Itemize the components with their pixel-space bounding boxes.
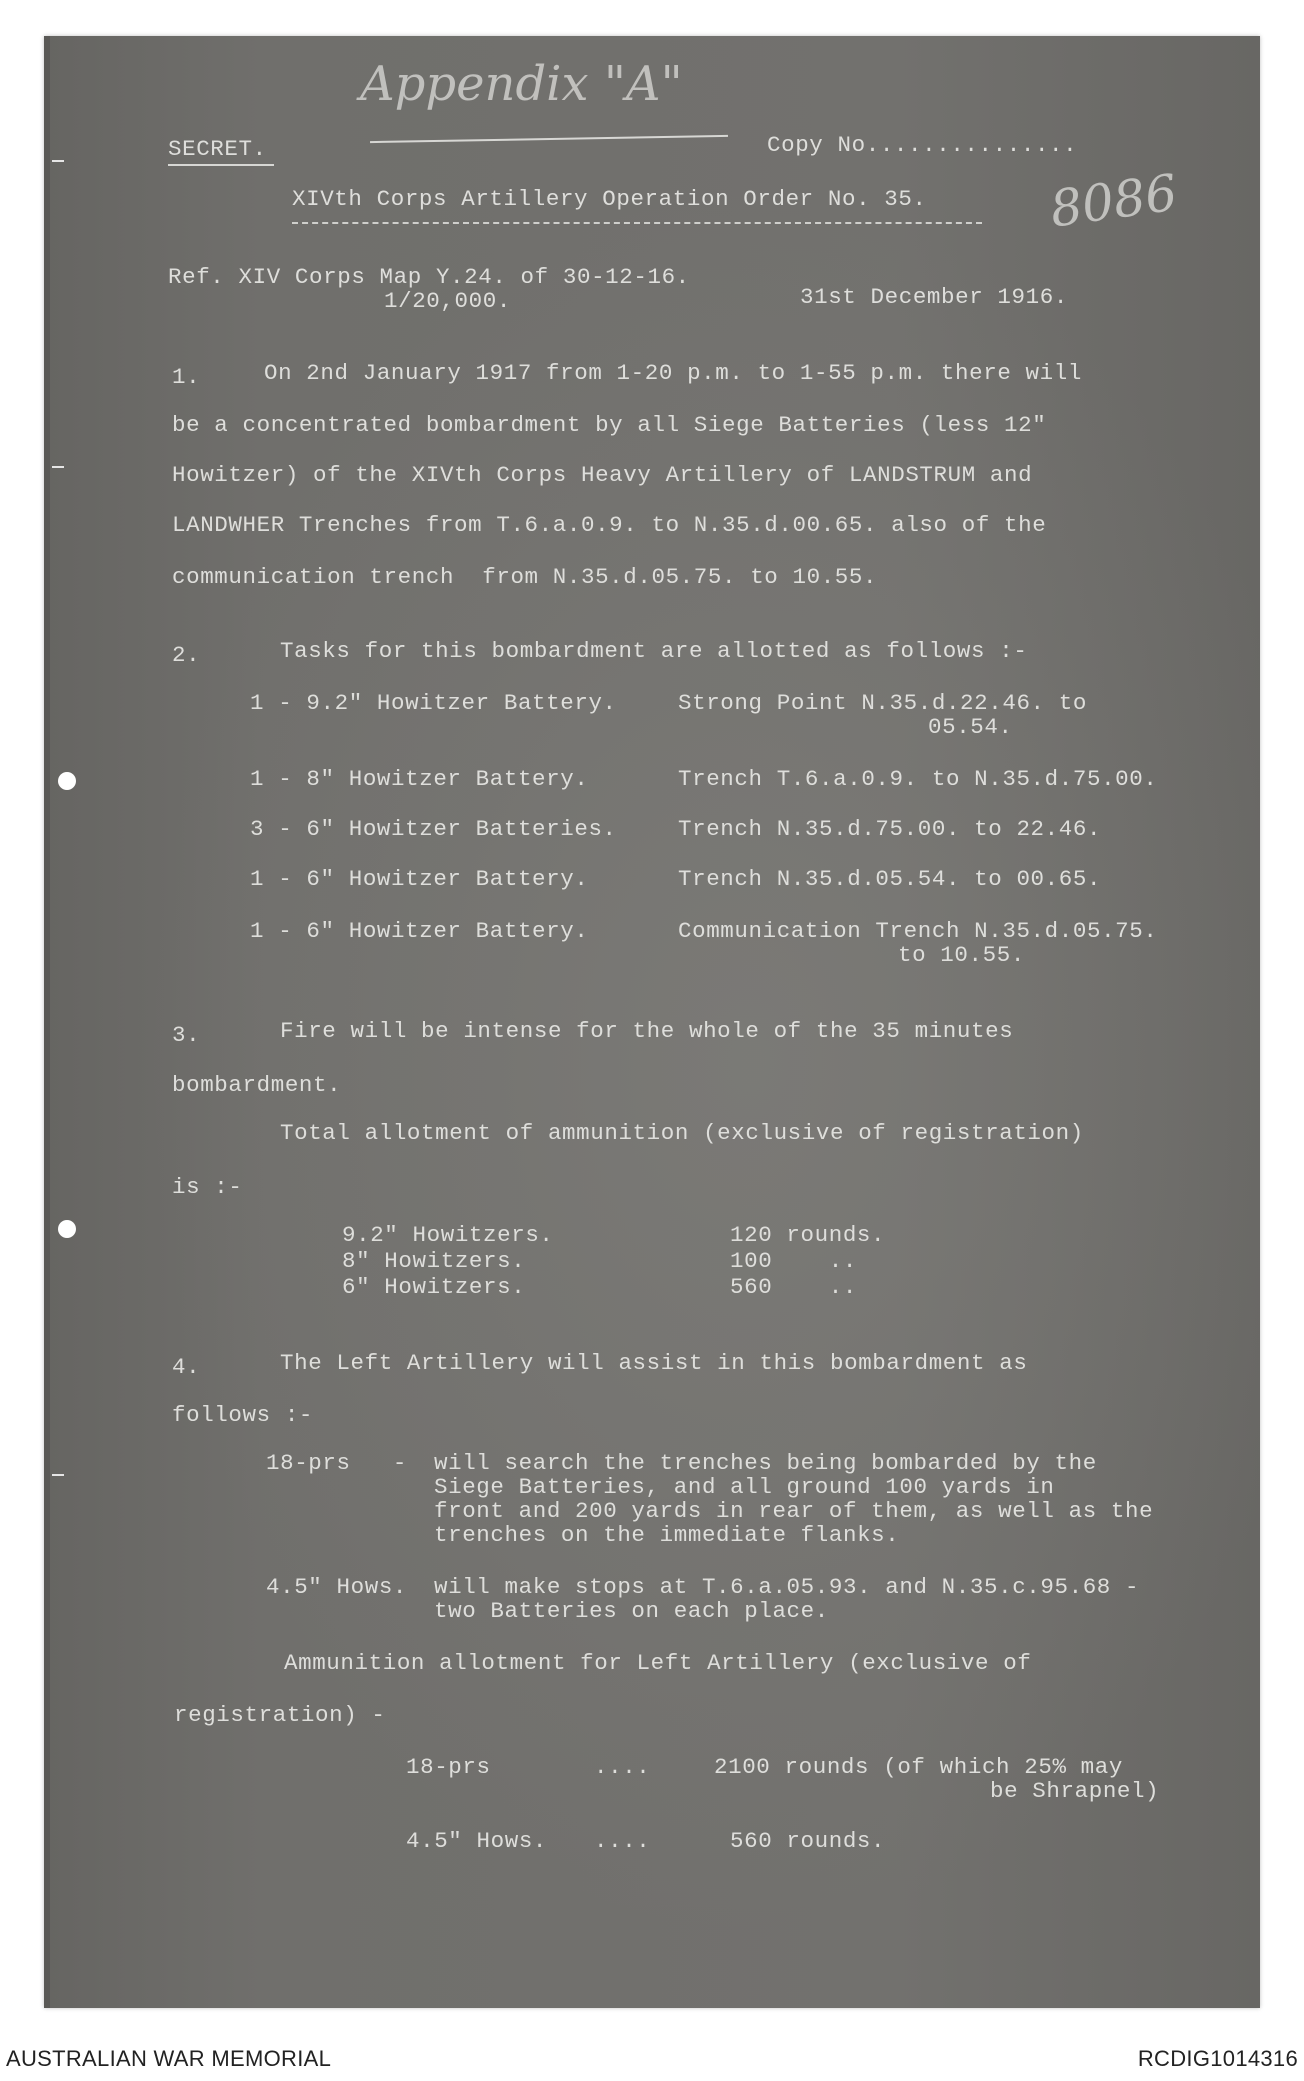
hows-line: two Batteries on each place. [434, 1598, 829, 1624]
handwritten-appendix-note: Appendix "A" [360, 56, 683, 112]
footer-record-id: RCDIG1014316 [1137, 2046, 1298, 2071]
task-unit: 1 - 6" Howitzer Battery. [250, 866, 589, 892]
order-date: 31st December 1916. [800, 284, 1068, 310]
task-target: Strong Point N.35.d.22.46. to [678, 690, 1087, 716]
para1-line: LANDWHER Trenches from T.6.a.0.9. to N.35.d.00.65. also of the [172, 512, 1047, 538]
para1-line: communication trench from N.35.d.05.75. to 10.55. [172, 564, 878, 590]
para3-line: Fire will be intense for the whole of the 35 minutes [280, 1018, 1014, 1044]
para1-line: Howitzer) of the XIVth Corps Heavy Artillery of LANDSTRUM and [172, 462, 1033, 488]
para4-line: The Left Artillery will assist in this bombardment as [280, 1350, 1028, 1376]
sheet-edge [44, 36, 50, 2008]
punch-hole [58, 1220, 76, 1238]
para-number: 1. [172, 364, 201, 390]
allot-qty: 560 rounds. [730, 1828, 886, 1854]
allot-qty: 2100 rounds (of which 25% may [714, 1754, 1123, 1780]
para1-line: be a concentrated bombardment by all Siege Batteries (less 12" [172, 412, 1047, 438]
para-number: 2. [172, 642, 201, 668]
para3-line: Total allotment of ammunition (exclusive of registration) [280, 1120, 1084, 1146]
footer-institution: AUSTRALIAN WAR MEMORIAL [6, 2046, 332, 2071]
task-unit: 3 - 6" Howitzer Batteries. [250, 816, 617, 842]
task-target: Trench T.6.a.0.9. to N.35.d.75.00. [678, 766, 1158, 792]
task-target-cont: 05.54. [928, 714, 1013, 740]
allot-dots: .... [594, 1828, 651, 1854]
para3-line: bombardment. [172, 1072, 342, 1098]
title-underline [292, 222, 982, 224]
classification-label: SECRET. [168, 136, 267, 162]
margin-mark [52, 466, 64, 468]
task-target-cont: to 10.55. [898, 942, 1025, 968]
prs-line: will search the trenches being bombarded by the [434, 1450, 1097, 1476]
hows-label: 4.5" Hows. [266, 1574, 408, 1600]
prs-label: 18-prs - [266, 1450, 408, 1476]
ammo-gun: 9.2" Howitzers. [342, 1222, 554, 1248]
task-target: Trench N.35.d.75.00. to 22.46. [678, 816, 1102, 842]
ammo-gun: 8" Howitzers. [342, 1248, 526, 1274]
prs-line: front and 200 yards in rear of them, as well as the [434, 1498, 1154, 1524]
order-title: XIVth Corps Artillery Operation Order No. 35. [292, 186, 927, 212]
task-unit: 1 - 8" Howitzer Battery. [250, 766, 589, 792]
prs-line: trenches on the immediate flanks. [434, 1522, 900, 1548]
para4-line: follows :- [172, 1402, 314, 1428]
map-scale: 1/20,000. [384, 288, 511, 314]
allot-qty-cont: be Shrapnel) [990, 1778, 1160, 1804]
allot-line: Ammunition allotment for Left Artillery (exclusive of [284, 1650, 1032, 1676]
para2-intro: Tasks for this bombardment are allotted as follows :- [280, 638, 1028, 664]
allot-gun: 4.5" Hows. [406, 1828, 548, 1854]
allot-dots: .... [594, 1754, 651, 1780]
margin-mark [52, 160, 64, 162]
para1-line: On 2nd January 1917 from 1-20 p.m. to 1-55 p.m. there will [264, 360, 1082, 386]
task-unit: 1 - 6" Howitzer Battery. [250, 918, 589, 944]
ammo-qty: 560 .. [730, 1274, 857, 1300]
hows-line: will make stops at T.6.a.05.93. and N.35.c.95.68 - [434, 1574, 1140, 1600]
para3-line: is :- [172, 1174, 243, 1200]
ammo-gun: 6" Howitzers. [342, 1274, 526, 1300]
allot-gun: 18-prs [406, 1754, 491, 1780]
ammo-qty: 100 .. [730, 1248, 857, 1274]
task-unit: 1 - 9.2" Howitzer Battery. [250, 690, 617, 716]
ammo-qty: 120 rounds. [730, 1222, 886, 1248]
allot-line: registration) - [174, 1702, 386, 1728]
task-target: Trench N.35.d.05.54. to 00.65. [678, 866, 1102, 892]
handwritten-number: 8086 [1046, 163, 1181, 239]
map-reference: Ref. XIV Corps Map Y.24. of 30-12-16. [168, 264, 690, 290]
margin-mark [52, 1474, 64, 1476]
prs-line: Siege Batteries, and all ground 100 yards in [434, 1474, 1055, 1500]
para-number: 4. [172, 1354, 201, 1380]
classification-underline [168, 164, 274, 166]
copy-number: Copy No............... [767, 132, 1078, 158]
para-number: 3. [172, 1022, 201, 1048]
punch-hole [58, 772, 76, 790]
task-target: Communication Trench N.35.d.05.75. [678, 918, 1158, 944]
